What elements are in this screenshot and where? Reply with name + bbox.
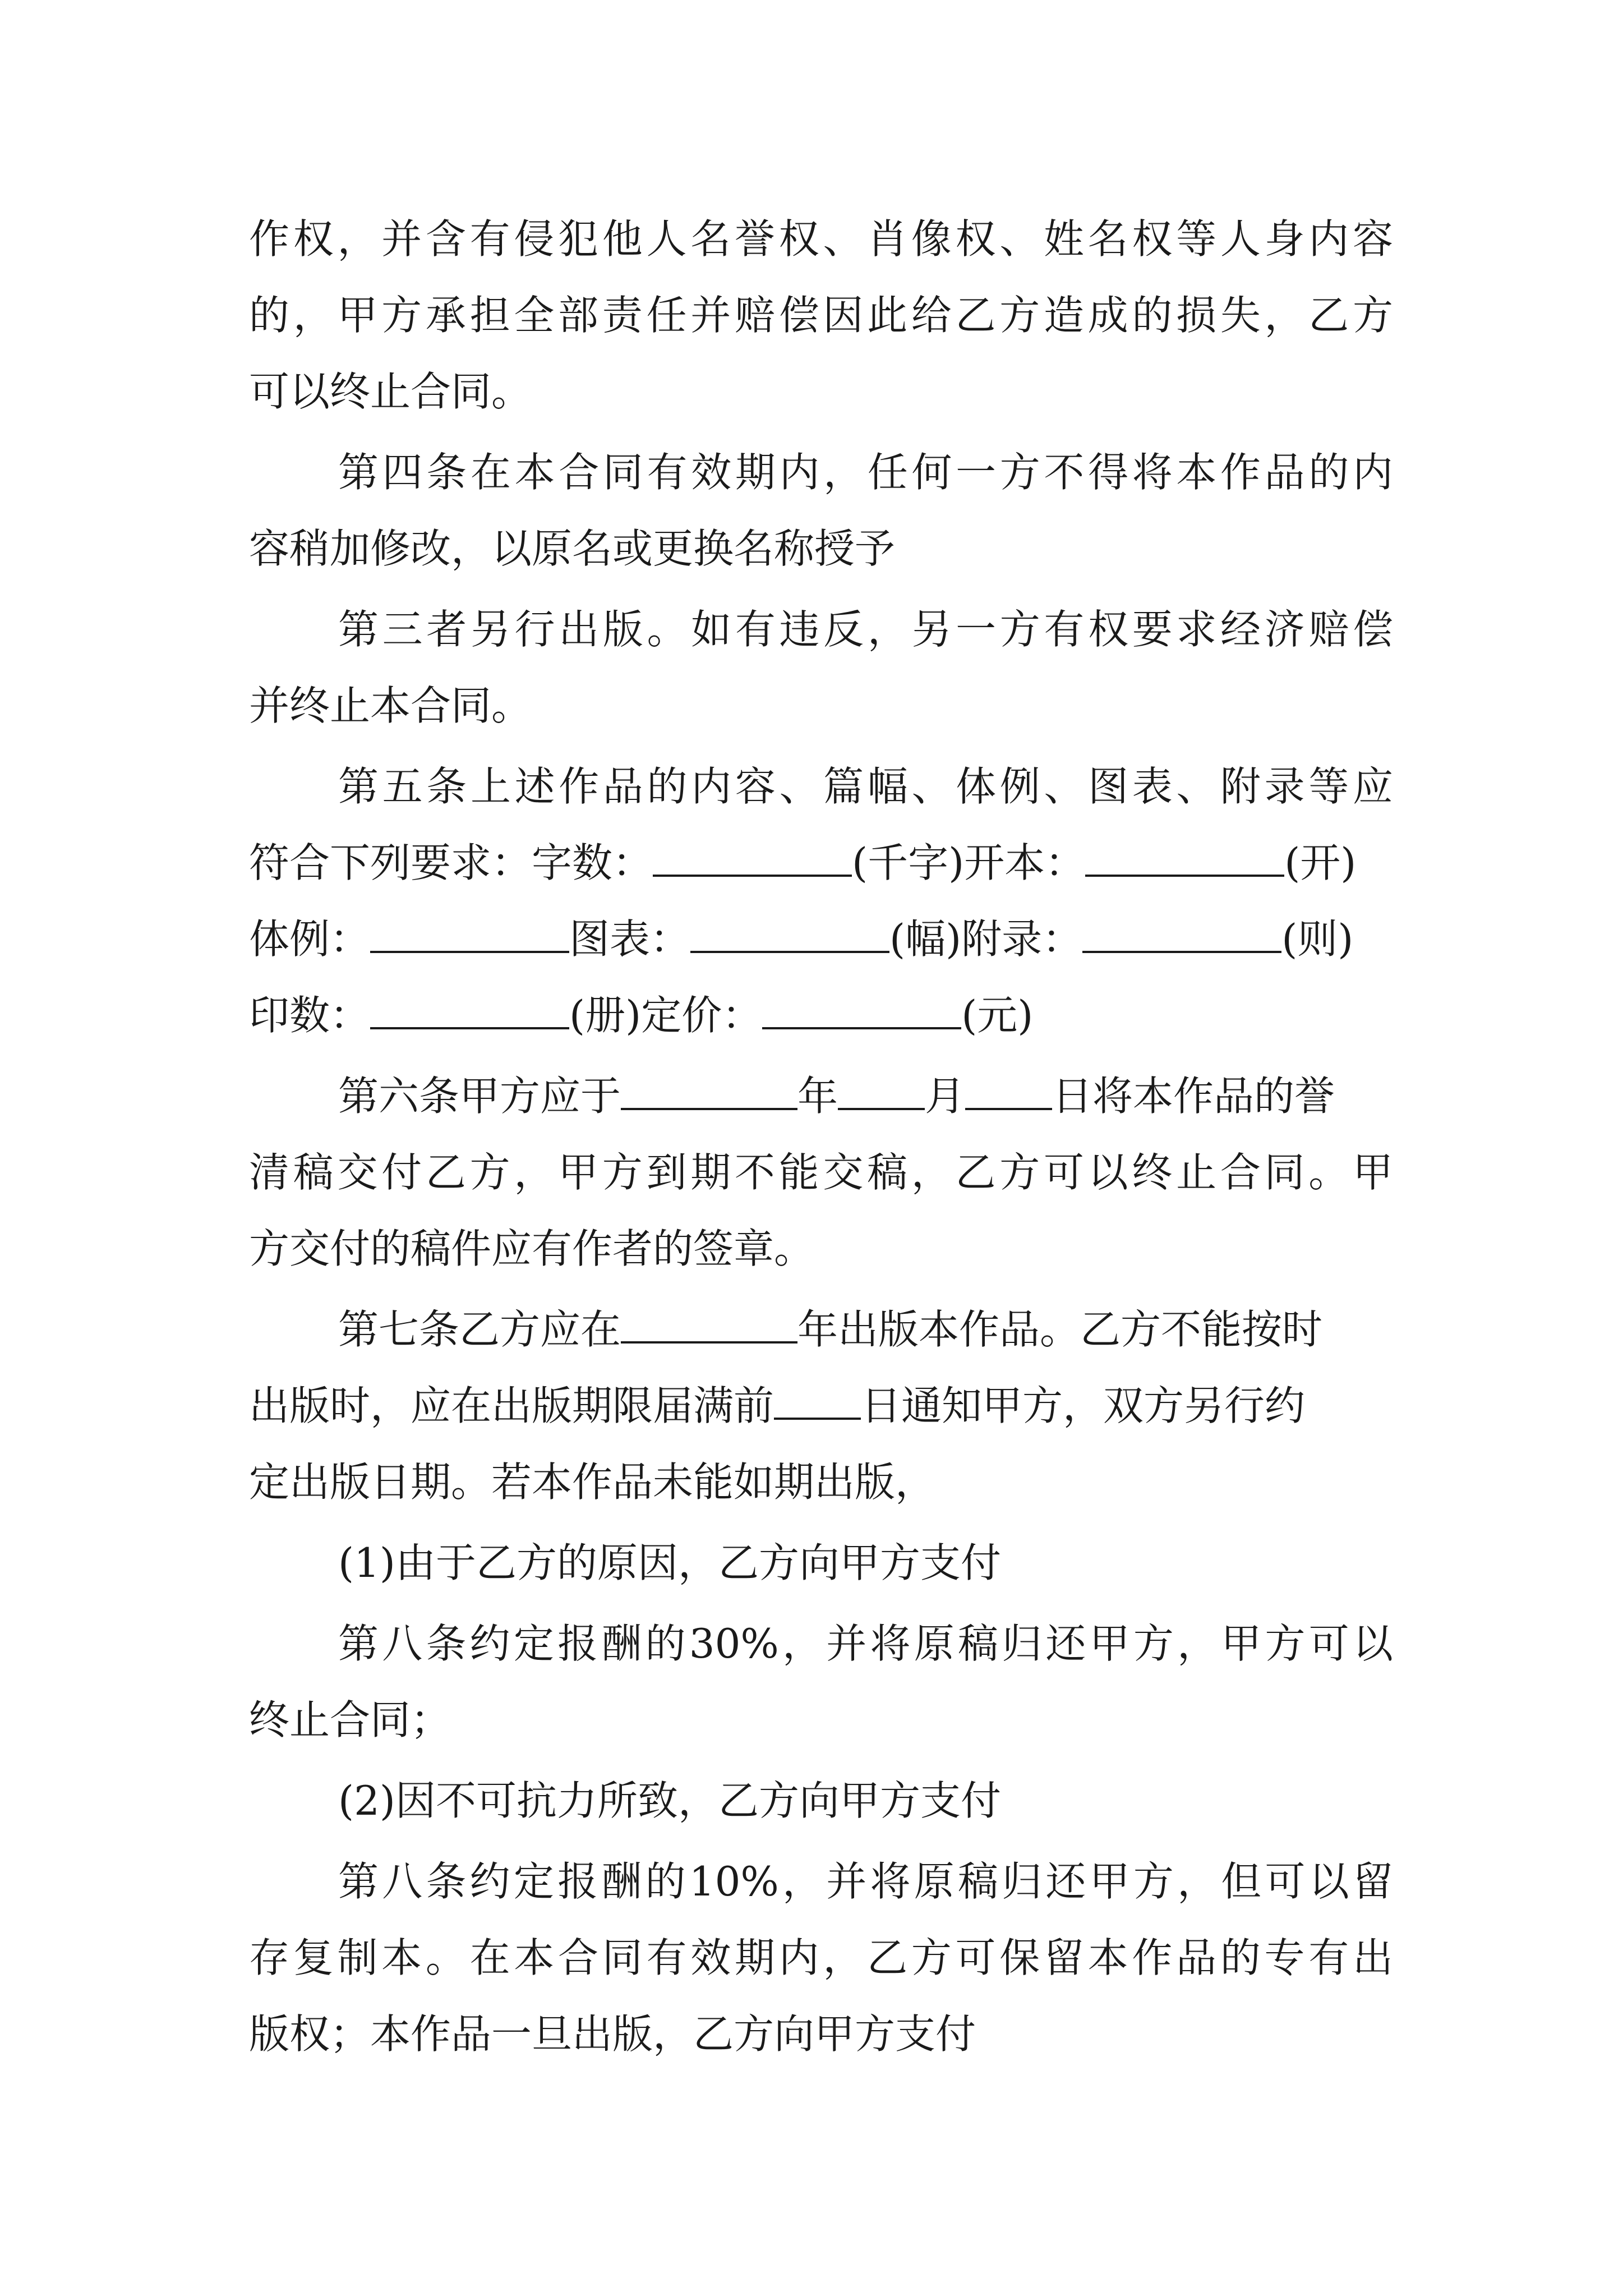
text-line: 存复制本。在本合同有效期内，乙方可保留本作品的专有出 [249,1934,1393,1981]
field-label: 年出版本作品。乙方不能按时 [797,1306,1323,1353]
paragraph-first-line: (1)由于乙方的原因，乙方向甲方支付 [338,1539,1001,1586]
field-label: (千字)开本： [852,839,1086,886]
paragraph-first-line: 第三者另行出版。如有违反，另一方有权要求经济赔偿 [338,606,1393,653]
text-line-with-blanks [249,1379,1393,1433]
text-line: 容稍加修改，以原名或更换名称授予 [249,525,896,572]
text-line-with-blanks [338,1069,1393,1123]
text-line: 清稿交付乙方，甲方到期不能交稿，乙方可以终止合同。甲 [249,1149,1393,1196]
fill-in-blank[interactable] [621,1073,797,1110]
field-label: 第七条乙方应在 [338,1306,621,1353]
paragraph-first-line: 第四条在本合同有效期内，任何一方不得将本作品的内 [338,449,1393,496]
paragraph-first-line: 第八条约定报酬的10%，并将原稿归还甲方，但可以留 [338,1858,1393,1905]
fill-in-blank[interactable] [690,916,889,953]
field-label: 印数： [249,992,371,1039]
text-line-with-blanks [338,1303,1393,1356]
fill-in-blank[interactable] [653,840,852,877]
text-line: 方交付的稿件应有作者的签章。 [249,1225,815,1272]
fill-in-blank[interactable] [621,1306,797,1343]
field-label: 日通知甲方，双方另行约 [861,1382,1306,1429]
paragraph-first-line: 第八条约定报酬的30%，并将原稿归还甲方，甲方可以 [338,1620,1393,1667]
fill-in-blank[interactable] [1085,840,1284,877]
field-label: 图表： [569,915,691,963]
fill-in-blank[interactable] [838,1073,925,1110]
field-label: 体例： [249,915,371,963]
fill-in-blank[interactable] [370,916,569,953]
field-label: (元) [961,992,1034,1039]
field-label: (幅)附录： [889,915,1083,963]
field-label: 第六条甲方应于 [338,1073,621,1120]
fill-in-blank[interactable] [774,1383,861,1420]
field-label: 符合下列要求：字数： [249,839,653,886]
fill-in-blank[interactable] [965,1073,1052,1110]
paragraph-first-line: (2)因不可抗力所致，乙方向甲方支付 [338,1777,1001,1824]
field-label: (册)定价： [569,992,763,1039]
field-label: 日将本作品的誉 [1052,1073,1335,1120]
text-line: 定出版日期。若本作品未能如期出版， [249,1458,936,1506]
text-line: 终止合同； [249,1696,451,1743]
text-line: 并终止本合同。 [249,682,532,729]
field-label: 出版时，应在出版期限届满前 [249,1382,774,1429]
text-line-with-blanks [249,836,1393,890]
text-line-with-blanks [249,912,1393,966]
fill-in-blank[interactable] [1082,916,1281,953]
fill-in-blank[interactable] [762,992,961,1029]
field-label: 月 [925,1073,966,1120]
text-line: 的，甲方承担全部责任并赔偿因此给乙方造成的损失，乙方 [249,292,1393,339]
field-label: 年 [797,1073,838,1120]
text-line: 版权；本作品一旦出版，乙方向甲方支付 [249,2010,976,2058]
text-line-with-blanks [249,988,1393,1042]
field-label: (则) [1281,915,1354,963]
fill-in-blank[interactable] [370,992,569,1029]
text-line: 作权，并含有侵犯他人名誉权、肖像权、姓名权等人身内容 [249,215,1393,263]
text-line: 可以终止合同。 [249,368,532,415]
paragraph-first-line: 第五条上述作品的内容、篇幅、体例、图表、附录等应 [338,763,1393,810]
field-label: (开) [1284,839,1357,886]
